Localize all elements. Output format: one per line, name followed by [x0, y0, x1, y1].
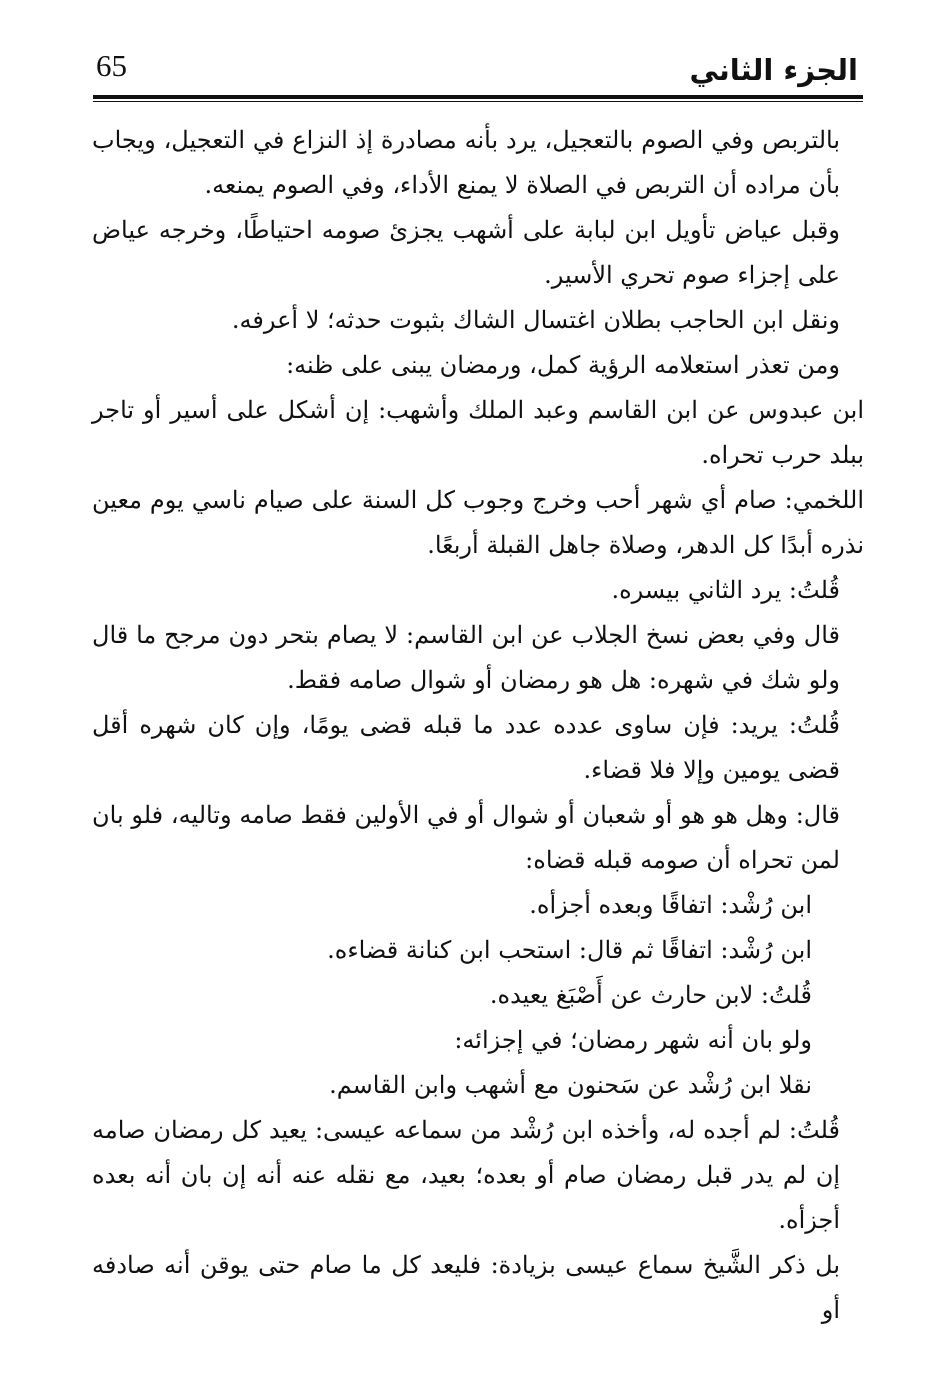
paragraph: ابن رُشْد: اتفاقًا وبعده أجزأه. — [529, 891, 812, 919]
paragraph: ونقل ابن الحاجب بطلان اغتسال الشاك بثبوت حدثه؛ لا أعرفه. — [231, 306, 840, 334]
paragraph: اللخمي: صام أي شهر أحب وخرج وجوب كل السنة على صيام ناسي يوم معين نذره أبدًا كل الدهر، وصلاة جاهل القبلة أربعًا. — [92, 486, 864, 559]
paragraph: ابن رُشْد: اتفاقًا ثم قال: استحب ابن كنانة قضاءه. — [327, 936, 812, 964]
paragraph: وقبل عياض تأويل ابن لبابة على أشهب يجزئ صومه احتياطًا، وخرجه عياض على إجزاء صوم تحري الأسير. — [92, 216, 840, 289]
header-rule-thin — [93, 101, 863, 102]
paragraph: قُلتُ: يرد الثاني بيسره. — [611, 576, 840, 604]
paragraph: بالتربص وفي الصوم بالتعجيل، يرد بأنه مصادرة إذ النزاع في التعجيل، ويجاب بأن مراده أن التربص في الصلاة لا يمنع الأداء، وفي الصوم يمنعه. — [92, 126, 840, 199]
paragraph: ابن عبدوس عن ابن القاسم وعبد الملك وأشهب: إن أشكل على أسير أو تاجر ببلد حرب تحراه. — [92, 396, 865, 469]
page-number: 65 — [96, 48, 127, 83]
paragraph: قال وفي بعض نسخ الجلاب عن ابن القاسم: لا يصام بتحر دون مرجح ما قال ولو شك في شهره: هل هو رمضان أو شوال صامه فقط. — [92, 621, 840, 694]
paragraph: بل ذكر الشَّيخ سماع عيسى بزيادة: فليعد كل ما صام حتى يوقن أنه صادفه أو — [92, 1251, 840, 1324]
paragraph: ومن تعذر استعلامه الرؤية كمل، ورمضان يبنى على ظنه: — [286, 351, 840, 379]
paragraph: ولو بان أنه شهر رمضان؛ في إجزائه: — [454, 1026, 812, 1054]
paragraph: قُلتُ: يريد: فإن ساوى عدده عدد ما قبله قضى يومًا، وإن كان شهره أقل قضى يومين وإلا فلا قضاء. — [92, 711, 840, 784]
paragraph: قال: وهل هو هو أو شعبان أو شوال أو في الأولين فقط صامه وتاليه، فلو بان لمن تحراه أن صومه قبله قضاه: — [92, 801, 840, 874]
paragraph: قُلتُ: لابن حارث عن أَصْبَغ يعيده. — [489, 981, 812, 1009]
body-text — [92, 118, 864, 1333]
paragraph: قُلتُ: لم أجده له، وأخذه ابن رُشْد من سماعه عيسى: يعيد كل رمضان صامه إن لم يدر قبل رمضان صام أو بعده؛ بعيد، مع نقله عنه أنه إن بان أنه بعده أجزأه. — [92, 1116, 840, 1234]
paragraph: نقلا ابن رُشْد عن سَحنون مع أشهب وابن القاسم. — [329, 1071, 812, 1099]
running-header-title: الجزء الثاني — [689, 53, 858, 87]
header-rule-thick — [93, 95, 863, 99]
